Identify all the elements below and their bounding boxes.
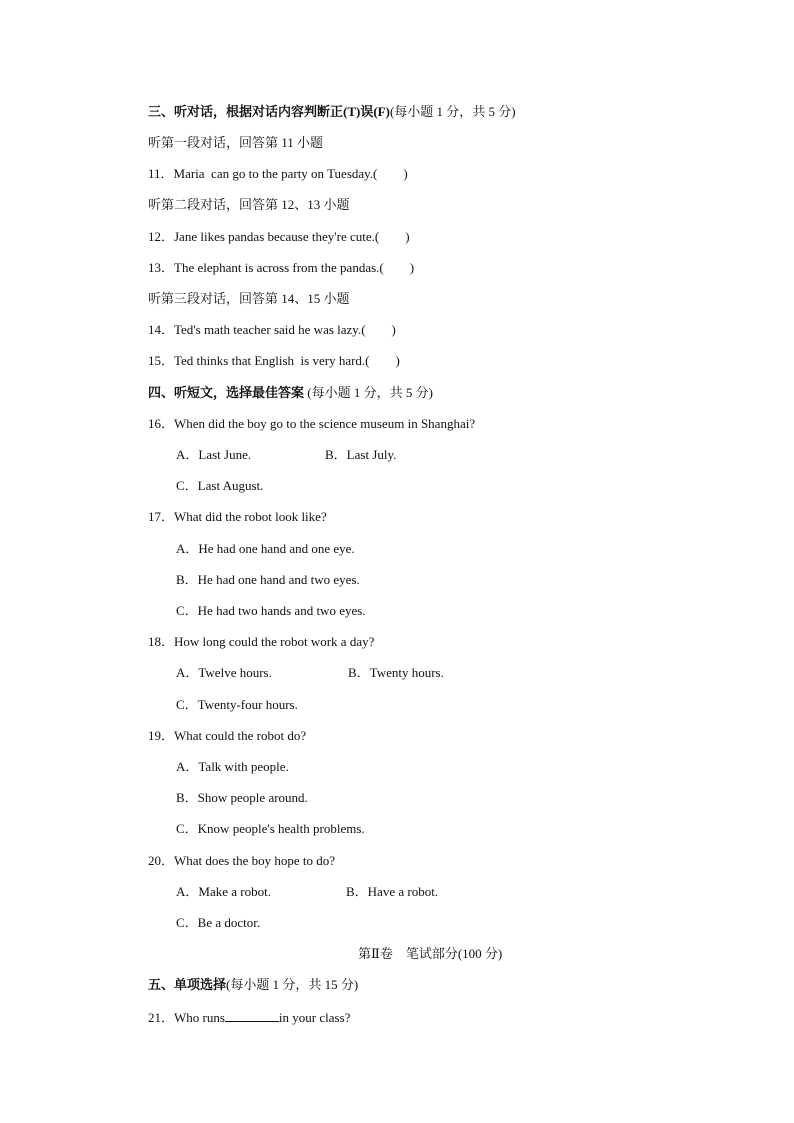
question-21 [148, 1009, 350, 1026]
question-19: 19．What could the robot do? [148, 728, 307, 743]
dialogue2-instruction: 听第二段对话，回答第 12、13 小题 [148, 197, 350, 212]
question-17-option-b: B．He had one hand and two eyes. [176, 572, 360, 587]
question-20: 20．What does the boy hope to do? [148, 853, 336, 868]
question-16-option-c: C．Last August. [176, 478, 264, 493]
question-16-option-b: B．Last July. [325, 447, 397, 462]
question-11: 11．Maria can go to the party on Tuesday.( ) [148, 166, 408, 181]
question-16-option-a: A．Last June. [176, 447, 252, 462]
section4-title: 四、听短文，选择最佳答案 [148, 385, 305, 400]
question-18-option-c: C．Twenty-four hours. [176, 697, 298, 712]
question-19-option-b: B．Show people around. [176, 790, 308, 805]
question-15: 15．Ted thinks that English is very hard.( ) [148, 353, 400, 368]
question-14: 14．Ted's math teacher said he was lazy.( ) [148, 322, 396, 337]
question-13: 13．The elephant is across from the pandas.( ) [148, 260, 415, 275]
answer-blank [225, 1009, 279, 1022]
question-19-option-c: C．Know people's health problems. [176, 821, 365, 836]
question-17-option-a: A．He had one hand and one eye. [176, 541, 355, 556]
part2-title: 第Ⅱ卷 笔试部分(100 分) [358, 946, 503, 961]
section4-score: (每小题 1 分，共 5 分) [304, 385, 433, 400]
question-17-option-c: C．He had two hands and two eyes. [176, 603, 366, 618]
dialogue1-instruction: 听第一段对话，回答第 11 小题 [148, 135, 324, 150]
section5-heading [148, 977, 358, 993]
section4-heading [148, 385, 433, 401]
question-18: 18．How long could the robot work a day? [148, 634, 375, 649]
question-18-option-b: B．Twenty hours. [348, 665, 444, 680]
section3-heading [148, 104, 516, 120]
question-21-suffix: in your class? [278, 1010, 351, 1025]
dialogue3-instruction: 听第三段对话，回答第 14、15 小题 [148, 291, 350, 306]
section5-score: (每小题 1 分，共 15 分) [226, 977, 359, 992]
question-20-option-a: A．Make a robot. [176, 884, 271, 899]
question-16: 16．When did the boy go to the science museum in Shanghai? [148, 416, 476, 431]
question-21-prefix: 21．Who runs [148, 1010, 225, 1025]
section3-title: 三、听对话，根据对话内容判断正(T)误(F) [148, 104, 390, 119]
question-19-option-a: A．Talk with people. [176, 759, 289, 774]
question-12: 12．Jane likes pandas because they're cute.( ) [148, 229, 410, 244]
section5-title: 五、单项选择 [148, 977, 227, 992]
question-18-option-a: A．Twelve hours. [176, 665, 272, 680]
question-20-option-c: C．Be a doctor. [176, 915, 261, 930]
question-20-option-b: B．Have a robot. [346, 884, 439, 899]
question-17: 17．What did the robot look like? [148, 509, 327, 524]
section3-score: (每小题 1 分，共 5 分) [389, 104, 516, 119]
